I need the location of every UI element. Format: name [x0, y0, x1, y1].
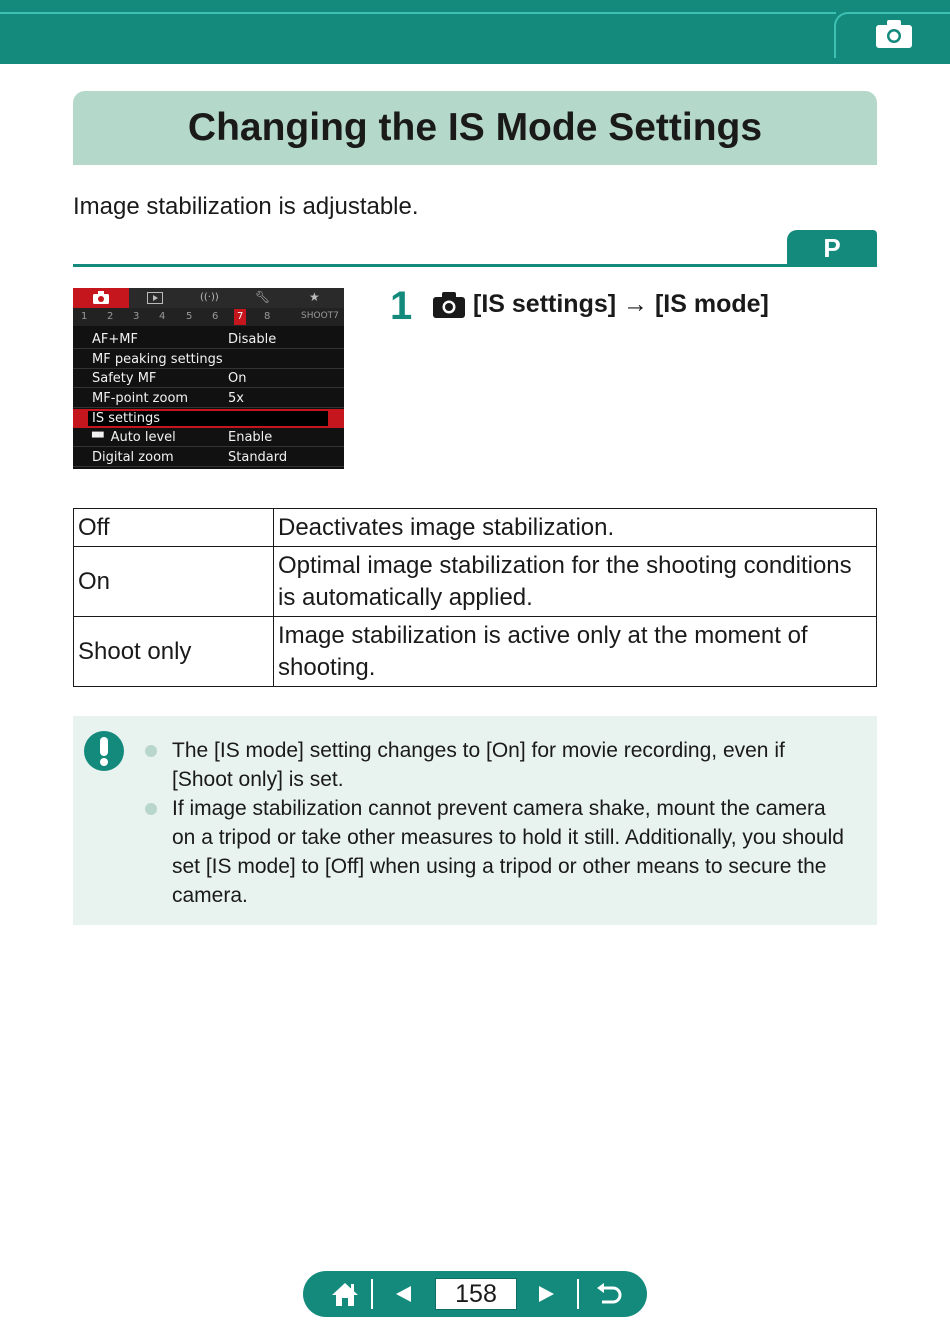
list-item: If image stabilization cannot prevent camera shake, mount the camera on a tripod or take other measures to hold it still. Additionally, you should set [IS mode] to [Off] when using a tripod or other means to secure the camera.: [145, 794, 845, 910]
options-table: [73, 508, 877, 687]
camera-icon: [93, 291, 109, 304]
option-name: Off: [74, 509, 274, 547]
menu-row-label: IS settings: [92, 411, 161, 426]
menu-row-value: Standard: [228, 450, 288, 465]
option-name: Shoot only: [74, 617, 274, 687]
star-icon: ★: [309, 290, 320, 304]
return-icon: [596, 1282, 624, 1306]
step-number: 1: [390, 284, 413, 328]
menu-row: [73, 330, 344, 349]
menu-tabs: [73, 288, 344, 308]
menu-row-value: 5x: [228, 391, 244, 406]
menu-row-label: MF peaking settings: [92, 352, 223, 367]
playback-icon: [147, 292, 163, 304]
menu-page-number: 3: [133, 311, 140, 322]
camera-icon: [876, 20, 912, 48]
table-row: [74, 509, 877, 547]
list-item: The [IS mode] setting changes to [On] for movie recording, even if [Shoot only] is set.: [145, 736, 845, 794]
menu-row-label: Safety MF: [92, 371, 157, 386]
note-list: [145, 736, 845, 910]
caution-note: [73, 716, 877, 925]
menu-row-value: Disable: [228, 332, 277, 347]
wireless-icon: ((·)): [200, 292, 219, 303]
option-description: Image stabilization is active only at the moment of shooting.: [274, 617, 877, 687]
intro-text: Image stabilization is adjustable.: [73, 193, 419, 220]
menu-page-number: 8: [264, 311, 271, 322]
caution-icon: [83, 730, 125, 772]
menu-row: [73, 369, 344, 388]
title-box: [73, 91, 877, 165]
menu-row-selected: [73, 409, 344, 428]
menu-row-value: Enable: [228, 430, 273, 445]
menu-row: [73, 350, 344, 369]
menu-page-number: 1: [81, 311, 88, 322]
wrench-icon: 🔧︎: [255, 290, 271, 304]
back-button[interactable]: [585, 1271, 635, 1317]
menu-page-number: 6: [212, 311, 219, 322]
top-bar-stripe: [0, 12, 836, 14]
menu-row: [73, 448, 344, 467]
page-title: Changing the IS Mode Settings: [187, 106, 763, 149]
menu-page-number: 4: [159, 311, 166, 322]
option-description: Deactivates image stabilization.: [274, 509, 877, 547]
next-page-button[interactable]: [523, 1271, 571, 1317]
option-name: On: [74, 547, 274, 617]
menu-page-numbers: [73, 308, 344, 326]
menu-row-value: On: [228, 371, 247, 386]
camera-icon: [433, 292, 465, 318]
camera-menu-screen: [73, 288, 344, 469]
menu-page-number: 2: [107, 311, 114, 322]
mode-badge: P: [787, 230, 877, 266]
step-text: [IS settings] → [IS mode]: [473, 290, 769, 318]
top-bar: [0, 0, 950, 64]
page-navigation: [303, 1271, 647, 1317]
nav-separator: [371, 1279, 373, 1309]
nav-separator: [577, 1279, 579, 1309]
option-description: Optimal image stabilization for the shooting conditions is automatically applied.: [274, 547, 877, 617]
table-row: [74, 617, 877, 687]
triangle-right-icon: [537, 1284, 557, 1304]
menu-tab-label: SHOOT7: [301, 311, 339, 321]
table-row: [74, 547, 877, 617]
triangle-left-icon: [393, 1284, 413, 1304]
menu-row: [73, 428, 344, 447]
menu-row-label: Digital zoom: [92, 450, 174, 465]
menu-page-number: 5: [186, 311, 193, 322]
previous-page-button[interactable]: [379, 1271, 427, 1317]
mode-rule: [73, 264, 877, 267]
home-button[interactable]: [321, 1271, 369, 1317]
menu-page-number-active: 7: [234, 309, 246, 325]
home-icon: [330, 1281, 360, 1307]
step-instruction: [433, 290, 769, 319]
menu-row-label-text: Auto level: [110, 430, 176, 445]
movie-camera-icon: ▀▘: [92, 433, 111, 444]
menu-row-label: [92, 428, 176, 448]
menu-row-label: MF-point zoom: [92, 391, 189, 406]
page-number: 158: [435, 1278, 517, 1310]
menu-row-label: AF+MF: [92, 332, 138, 347]
menu-row: [73, 389, 344, 408]
